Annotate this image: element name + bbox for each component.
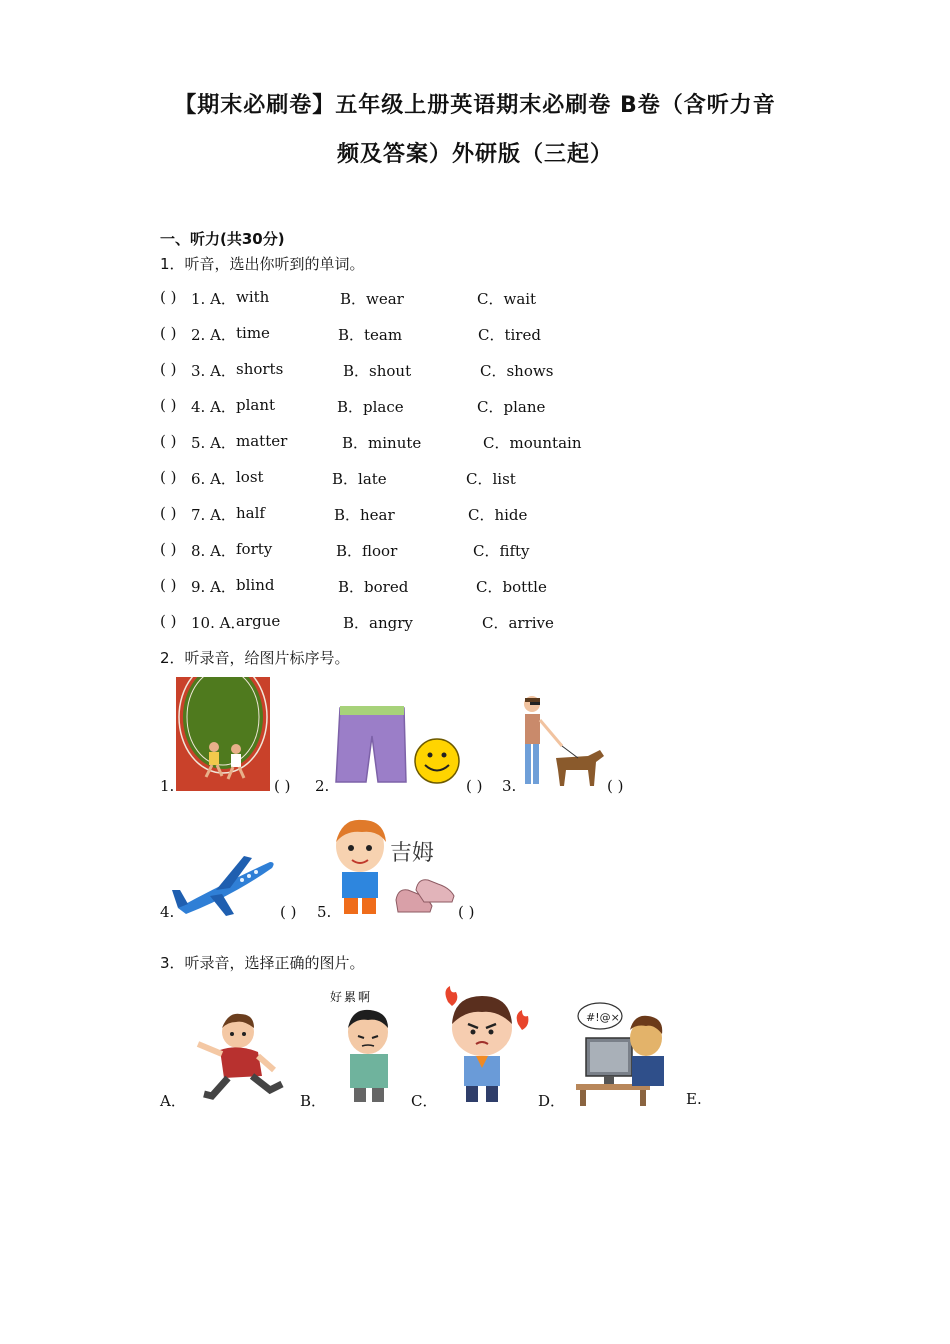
option-c[interactable]: C．list bbox=[466, 470, 516, 488]
item-number: 1. A． bbox=[191, 290, 236, 308]
running-track-image bbox=[176, 677, 270, 791]
page-title-line1: 【期末必刷卷】五年级上册英语期末必刷卷 B卷（含听力音 bbox=[174, 93, 776, 118]
answer-blank-3[interactable]: ( ) bbox=[607, 777, 624, 795]
option-a[interactable]: lost bbox=[236, 468, 264, 486]
item-number: 3. A． bbox=[191, 362, 236, 380]
answer-blank-5[interactable]: ( ) bbox=[458, 903, 475, 921]
option-a[interactable]: plant bbox=[236, 396, 276, 414]
option-b[interactable]: B．angry bbox=[343, 614, 413, 632]
sneakers-icon bbox=[394, 876, 456, 914]
option-b[interactable]: B．bored bbox=[338, 578, 409, 596]
answer-blank-4[interactable]: ( ) bbox=[280, 903, 297, 921]
tired-boy-image[interactable] bbox=[336, 1006, 408, 1104]
option-b[interactable]: B．minute bbox=[342, 434, 422, 452]
item-number: 10. A． bbox=[191, 614, 246, 632]
option-c[interactable]: C．tired bbox=[478, 326, 541, 344]
answer-blank[interactable]: ( ) bbox=[160, 612, 177, 630]
option-c[interactable]: C．fifty bbox=[473, 542, 530, 560]
option-c[interactable]: C．arrive bbox=[482, 614, 554, 632]
option-label-d[interactable]: D． bbox=[538, 1092, 566, 1110]
section-heading: 一、听力(共30分) bbox=[160, 230, 285, 248]
jim-name-label: 吉姆 bbox=[390, 841, 435, 866]
answer-blank[interactable]: ( ) bbox=[160, 576, 177, 594]
airplane-image bbox=[172, 850, 276, 920]
option-b[interactable]: B．place bbox=[337, 398, 404, 416]
option-a[interactable]: forty bbox=[236, 540, 273, 558]
item-number: 5. A． bbox=[191, 434, 236, 452]
option-a[interactable]: with bbox=[236, 288, 270, 306]
option-c[interactable]: C．wait bbox=[477, 290, 537, 308]
answer-blank[interactable]: ( ) bbox=[160, 288, 177, 306]
option-a[interactable]: half bbox=[236, 504, 265, 522]
answer-blank[interactable]: ( ) bbox=[160, 396, 177, 414]
answer-blank[interactable]: ( ) bbox=[160, 540, 177, 558]
shorts-and-smiley-image bbox=[330, 700, 465, 790]
running-boy-image[interactable] bbox=[192, 1010, 292, 1106]
option-c[interactable]: C．bottle bbox=[476, 578, 547, 596]
question-1-prompt: 1．听音，选出你听到的单词。 bbox=[160, 255, 365, 273]
option-a[interactable]: blind bbox=[236, 576, 275, 594]
option-c[interactable]: C．plane bbox=[477, 398, 546, 416]
answer-blank[interactable]: ( ) bbox=[160, 504, 177, 522]
answer-blank-1[interactable]: ( ) bbox=[274, 777, 291, 795]
option-label-b[interactable]: B． bbox=[300, 1092, 327, 1110]
answer-blank[interactable]: ( ) bbox=[160, 468, 177, 486]
option-label-c[interactable]: C． bbox=[411, 1092, 438, 1110]
option-label-a[interactable]: A． bbox=[160, 1092, 186, 1110]
option-c[interactable]: C．hide bbox=[468, 506, 528, 524]
page-title-line2: 频及答案）外研版（三起） bbox=[336, 142, 613, 167]
frustrated-man-at-computer-image[interactable] bbox=[576, 1000, 672, 1106]
picture-label-2: 2. bbox=[315, 777, 330, 795]
question-3-prompt: 3．听录音，选择正确的图片。 bbox=[160, 954, 365, 972]
option-b[interactable]: B．late bbox=[332, 470, 387, 488]
angry-girl-image[interactable] bbox=[438, 984, 534, 1104]
answer-blank[interactable]: ( ) bbox=[160, 360, 177, 378]
option-label-e[interactable]: E. bbox=[686, 1090, 702, 1108]
picture-label-5: 5. bbox=[317, 903, 332, 921]
item-number: 9. A． bbox=[191, 578, 236, 596]
picture-label-4: 4. bbox=[160, 903, 175, 921]
option-a[interactable]: matter bbox=[236, 432, 288, 450]
answer-blank[interactable]: ( ) bbox=[160, 324, 177, 342]
option-a[interactable]: shorts bbox=[236, 360, 284, 378]
answer-blank[interactable]: ( ) bbox=[160, 432, 177, 450]
option-b[interactable]: B．hear bbox=[334, 506, 395, 524]
picture-label-1: 1. bbox=[160, 777, 175, 795]
item-number: 8. A． bbox=[191, 542, 236, 560]
option-b[interactable]: B．wear bbox=[340, 290, 404, 308]
option-b[interactable]: B．team bbox=[338, 326, 403, 344]
angry-speech-bubble: #!@× bbox=[586, 1011, 620, 1024]
item-number: 7. A． bbox=[191, 506, 236, 524]
answer-blank-2[interactable]: ( ) bbox=[466, 777, 483, 795]
item-number: 4. A． bbox=[191, 398, 236, 416]
blind-man-with-dog-image bbox=[516, 690, 608, 794]
jim-with-sneakers-image bbox=[332, 816, 392, 916]
item-number: 2. A． bbox=[191, 326, 236, 344]
tired-caption: 好累啊 bbox=[330, 990, 373, 1004]
item-number: 6. A． bbox=[191, 470, 236, 488]
picture-label-3: 3. bbox=[502, 777, 517, 795]
option-b[interactable]: B．shout bbox=[343, 362, 412, 380]
option-a[interactable]: time bbox=[236, 324, 270, 342]
option-b[interactable]: B．floor bbox=[336, 542, 398, 560]
option-a[interactable]: argue bbox=[236, 612, 281, 630]
option-c[interactable]: C．shows bbox=[480, 362, 554, 380]
option-c[interactable]: C．mountain bbox=[483, 434, 582, 452]
question-2-prompt: 2．听录音，给图片标序号。 bbox=[160, 649, 350, 667]
